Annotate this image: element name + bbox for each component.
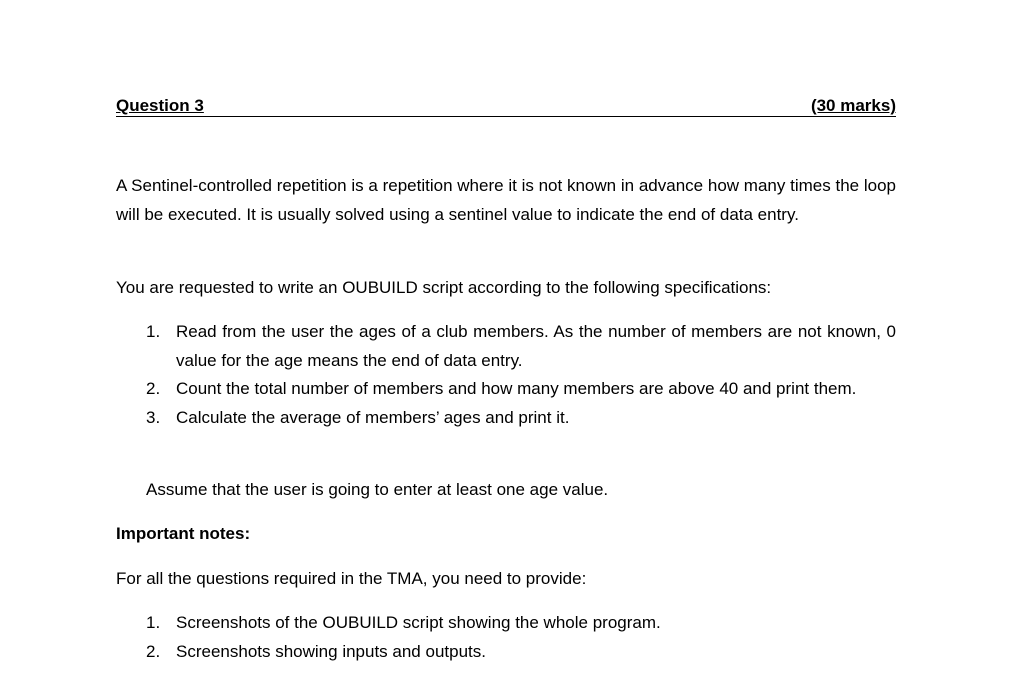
list-item-number: 1. [146, 613, 161, 632]
list-item-text: Read from the user the ages of a club members. As the number of members are not known, 0 value for the age means the end of data entry. [176, 322, 896, 370]
list-item [146, 318, 896, 375]
list-item-number: 1. [146, 322, 161, 341]
list-item-number: 2. [146, 379, 161, 398]
list-item-number: 2. [146, 641, 161, 661]
list-item [146, 375, 896, 404]
question-title: Question 3 [116, 96, 204, 115]
question-marks: (30 marks) [810, 96, 896, 115]
notes-intro: For all the questions required in the TMA, you need to provide: [116, 569, 587, 588]
list-item-text: Calculate the average of members’ ages and print it. [176, 407, 570, 427]
question-header [116, 96, 896, 117]
specifications-list [146, 318, 896, 432]
list-item [146, 404, 896, 433]
notes-heading: Important notes: [116, 524, 251, 543]
notes-list [146, 609, 896, 666]
list-item-text: Screenshots of the OUBUILD script showing the whole program. [176, 613, 661, 632]
list-item [146, 609, 896, 638]
intro-paragraph: A Sentinel-controlled repetition is a repetition where it is not known in advance how many times the loop will be executed. It is usually solved using a sentinel value to indicate the end of data entry. [116, 176, 896, 224]
list-item-text: Screenshots showing inputs and outputs. [176, 641, 486, 661]
list-item-text: Count the total number of members and how many members are above 40 and print them. [176, 379, 857, 398]
assumption-paragraph: Assume that the user is going to enter at least one age value. [146, 480, 609, 499]
request-paragraph: You are requested to write an OUBUILD script according to the following specifications: [116, 278, 772, 297]
list-item-number: 3. [146, 407, 161, 427]
list-item [146, 638, 896, 667]
